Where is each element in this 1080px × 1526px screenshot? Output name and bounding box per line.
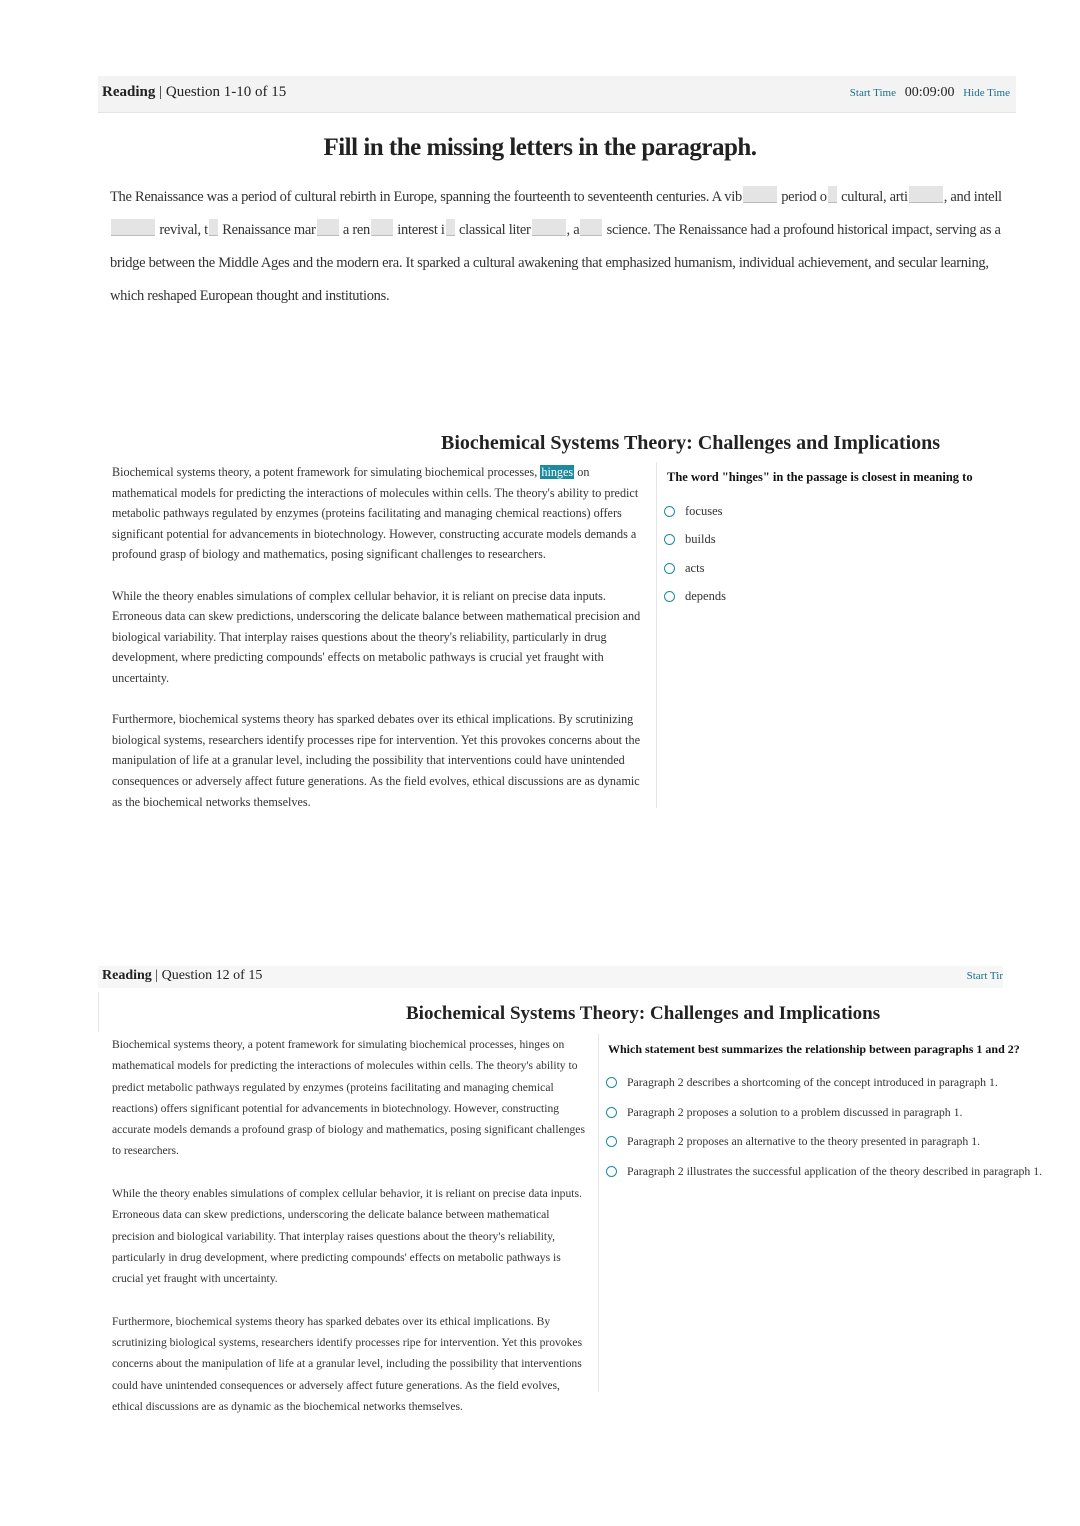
timer-display: 00:09:00 [904,85,955,100]
passage-title: Biochemical Systems Theory: Challenges and Implications [441,432,941,454]
reading-passage-2 [112,1034,588,1417]
passage-paragraph-2: While the theory enables simulations of complex cellular behavior, it is reliant on precise data inputs. Erroneous data can skew predictions, underscoring the delicate balance between mathematical precision and biological variability. That interplay raises questions about the theory's reliability, particularly in drug development, where predicting compounds' effects on metabolic pathways is crucial yet fraught with uncertainty. [112,588,641,685]
section-indicator-2: Reading | Question 12 of 15 [102,968,263,983]
pane-divider [656,462,657,808]
pane-divider-2 [598,1034,599,1392]
section-name: Reading [102,968,152,983]
question-counter: Question 1-10 of 15 [165,84,287,100]
answer-option[interactable]: Paragraph 2 describes a shortcoming of the concept introduced in paragraph 1. [606,1068,1046,1098]
answer-option[interactable]: focuses [664,497,964,526]
instruction-heading: Fill in the missing letters in the paragraph. [323,134,757,161]
question-text-2: Which statement best summarizes the relationship between paragraphs 1 and 2? [608,1042,1020,1056]
hide-time-button[interactable]: Hide Time [963,87,1010,99]
answer-option[interactable]: acts [664,554,964,583]
answer-option[interactable]: depends [664,583,964,612]
passage-paragraph-1: Biochemical systems theory, a potent framework for simulating biochemical processes, hinges on mathematical models for predicting the interactions of molecules within cells. The theory's ability to predict metabolic pathways regulated by enzymes (proteins facilitating and managing chemical reactions) offers significant potential for advancements in biotechnology. However, constructing accurate models demands a profound grasp of biology and mathematics, posing significant challenges to researchers. [112,465,639,562]
fill-in-paragraph: The Renaissance was a period of cultural rebirth in Europe, spanning the fourteenth to seventeenth centuries. A vib period o cultural, arti , and intell revival, t Renaissance mar a ren interest i classical liter , a science. The Renaissance had a profound historical impact, serving as a bridge between the Middle Ages and the modern era. It sparked a cultural awakening that emphasized humanism, individual achievement, and secular learning, which reshaped European thought and institutions. [110,181,1010,313]
radio-button[interactable] [606,1166,617,1177]
left-edge-line [98,992,99,1032]
highlighted-word: hinges [541,465,574,479]
radio-button[interactable] [664,563,675,574]
letter-blank-input[interactable] [909,186,943,203]
answer-option[interactable]: Paragraph 2 proposes an alternative to the theory presented in paragraph 1. [606,1127,1046,1157]
letter-blank-input[interactable] [446,219,455,236]
passage-title-2: Biochemical Systems Theory: Challenges and Implications [406,1003,881,1024]
letter-blank-input[interactable] [828,186,837,203]
answer-option[interactable]: Paragraph 2 illustrates the successful application of the theory described in paragraph 1. [606,1157,1046,1187]
start-time-label: Start Tir [966,970,1003,982]
passage-paragraph-1: Biochemical systems theory, a potent framework for simulating biochemical processes, hinges on mathematical models for predicting the interactions of molecules within cells. The theory's ability to predict metabolic pathways regulated by enzymes (proteins facilitating and managing chemical reactions) offers significant potential for advancements in biotechnology. However, constructing accurate models demands a profound grasp of biology and mathematics, posing significant challenges to researchers. [112,1038,585,1158]
radio-button[interactable] [606,1107,617,1118]
question-counter: Question 12 of 15 [161,968,263,983]
timer-area-2 [967,970,1003,982]
letter-blank-input[interactable] [111,219,155,236]
letter-blank-input[interactable] [317,219,339,236]
timer-area [850,85,1010,101]
reading-passage [112,462,647,833]
test-header-bar [98,76,1016,113]
radio-button[interactable] [664,534,675,545]
question-text: The word "hinges" in the passage is closest in meaning to [667,470,973,484]
radio-button[interactable] [664,591,675,602]
passage-paragraph-3: Furthermore, biochemical systems theory has sparked debates over its ethical implications. By scrutinizing biological systems, researchers identify processes ripe for intervention. Yet this provokes concerns about the manipulation of life at a granular level, including the possibility that interventions could have unintended consequences or adversely affect future generations. As the field evolves, ethical discussions are as dynamic as the biochemical networks themselves. [112,712,640,809]
letter-blank-input[interactable] [209,219,218,236]
radio-button[interactable] [664,506,675,517]
passage-paragraph-3: Furthermore, biochemical systems theory has sparked debates over its ethical implications. By scrutinizing biological systems, researchers identify processes ripe for intervention. Yet this provokes concerns about the manipulation of life at a granular level, including the possibility that interventions could have unintended consequences or adversely affect future generations. As the field evolves, ethical discussions are as dynamic as the biochemical networks themselves. [112,1314,583,1414]
answer-options [664,497,964,611]
passage-paragraph-2: While the theory enables simulations of complex cellular behavior, it is reliant on precise data inputs. Erroneous data can skew predictions, underscoring the delicate balance between mathematical precision and biological variability. That interplay raises questions about the theory's reliability, particularly in drug development, where predicting compounds' effects on metabolic pathways is crucial yet fraught with uncertainty. [112,1187,582,1286]
answer-option[interactable]: builds [664,526,964,555]
radio-button[interactable] [606,1136,617,1147]
test-header-bar-2 [98,966,1003,988]
answer-option[interactable]: Paragraph 2 proposes a solution to a problem discussed in paragraph 1. [606,1098,1046,1128]
section-indicator: Reading | Question 1-10 of 15 [102,84,287,100]
start-time-label: Start Time [849,87,896,99]
letter-blank-input[interactable] [580,219,602,236]
answer-options-2 [606,1068,1046,1186]
letter-blank-input[interactable] [743,186,777,203]
section-name: Reading [102,84,156,100]
letter-blank-input[interactable] [371,219,393,236]
letter-blank-input[interactable] [532,219,566,236]
radio-button[interactable] [606,1077,617,1088]
